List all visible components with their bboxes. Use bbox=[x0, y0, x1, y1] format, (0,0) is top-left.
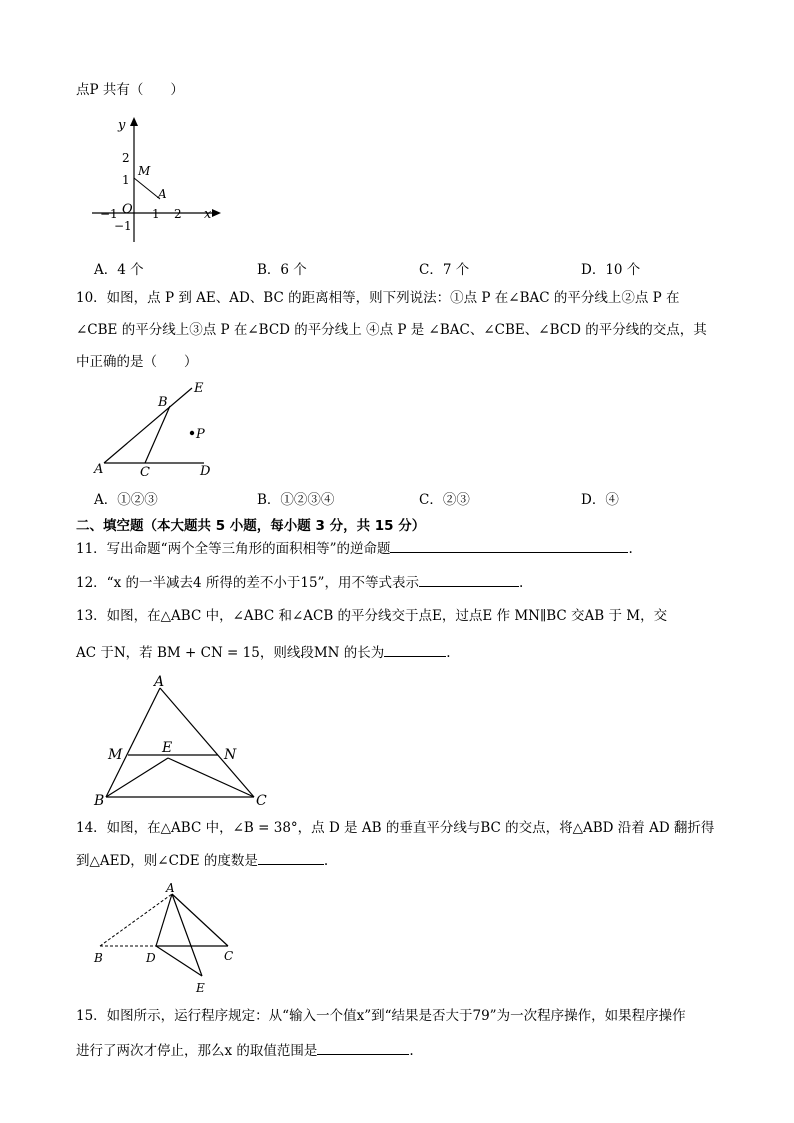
q13-end: . bbox=[446, 645, 451, 661]
q14-label-a: A bbox=[166, 881, 175, 895]
q15-line2-wrap bbox=[76, 1040, 414, 1061]
section-heading: 二、填空题（本大题共 5 小题，每小题 3 分，共 15 分） bbox=[76, 518, 426, 534]
q13-label-e: E bbox=[162, 740, 173, 756]
q10-option-c: C．②③ bbox=[419, 492, 470, 508]
q10-line1: 10．如图，点 P 到 AE、AD、BC 的距离相等，则下列说法：①点 P 在∠BAC 的平分线上②点 P 在 bbox=[76, 290, 680, 306]
q13-figure bbox=[88, 672, 278, 810]
q10-option-d: D．④ bbox=[581, 492, 619, 508]
q14-figure bbox=[88, 878, 248, 996]
q9-point-a: A bbox=[158, 187, 167, 201]
q13-line2: AC 于N，若 BM + CN = 15，则线段MN 的长为 bbox=[76, 645, 385, 661]
q13-line2-wrap bbox=[76, 642, 451, 663]
q10-line2: ∠CBE 的平分线上③点 P 在∠BCD 的平分线上 ④点 P 是 ∠BAC、∠CBE、∠BCD 的平分线的交点，其 bbox=[76, 322, 707, 338]
q14-label-d: D bbox=[146, 951, 156, 965]
q9-tail: 点P 共有（ ） bbox=[76, 82, 184, 98]
q15-line2: 进行了两次才停止，那么x 的取值范围是 bbox=[76, 1043, 318, 1059]
q10-option-b: B．①②③④ bbox=[257, 492, 335, 508]
q13-line1: 13．如图，在△ABC 中，∠ABC 和∠ACB 的平分线交于点E，过点E 作 MN∥BC 交AB 于 M，交 bbox=[76, 608, 668, 624]
q9-tick-x1: 1 bbox=[152, 207, 160, 221]
q9-coordinate-graph bbox=[88, 112, 228, 247]
q9-y-label: y bbox=[118, 118, 126, 133]
q12 bbox=[76, 572, 523, 593]
q15-line1: 15．如图所示，运行程序规定：从“输入一个值x”到“结果是否大于79”为一次程序操作，如果程序操作 bbox=[76, 1008, 686, 1024]
q10-label-c: C bbox=[140, 465, 150, 480]
q9-tick-y2: 2 bbox=[122, 151, 130, 165]
q10-option-a: A．①②③ bbox=[94, 492, 158, 508]
q12-answer-blank[interactable] bbox=[419, 572, 519, 587]
q15-end: . bbox=[409, 1043, 414, 1059]
q10-label-d: D bbox=[200, 464, 211, 479]
q10-line3: 中正确的是（ ） bbox=[76, 354, 198, 370]
q14-line1: 14．如图，在△ABC 中，∠B = 38°，点 D 是 AB 的垂直平分线与BC 的交点，将△ABD 沿着 AD 翻折得 bbox=[76, 820, 715, 836]
q10-label-b: B bbox=[158, 395, 168, 410]
q12-text: 12．“x 的一半减去4 所得的差不小于15”，用不等式表示 bbox=[76, 575, 419, 591]
q9-tick-xm1: −1 bbox=[100, 207, 118, 221]
q12-end: . bbox=[518, 575, 524, 591]
q11 bbox=[76, 538, 633, 559]
q11-text: 11．写出命题“两个全等三角形的面积相等”的逆命题 bbox=[76, 541, 391, 557]
q14-line2: 到△AED，则∠CDE 的度数是 bbox=[76, 853, 258, 869]
q9-option-b: B．6 个 bbox=[257, 262, 307, 278]
q10-label-e: E bbox=[194, 381, 204, 396]
q14-label-e: E bbox=[196, 981, 205, 995]
q10-label-p: P bbox=[196, 427, 205, 442]
q9-tick-ym1: −1 bbox=[114, 219, 132, 233]
q14-end: . bbox=[323, 853, 329, 869]
q10-label-a: A bbox=[94, 462, 104, 477]
q9-option-d: D．10 个 bbox=[581, 262, 641, 278]
q14-answer-blank[interactable] bbox=[258, 850, 324, 865]
q9-point-m: M bbox=[138, 164, 151, 178]
q15-answer-blank[interactable] bbox=[317, 1040, 409, 1055]
q9-origin-label: O bbox=[122, 202, 133, 217]
q11-answer-blank[interactable] bbox=[390, 538, 628, 553]
q13-label-m: M bbox=[108, 747, 123, 763]
q13-label-n: N bbox=[224, 747, 237, 763]
q9-option-a: A．4 个 bbox=[94, 262, 144, 278]
q9-tick-y1: 1 bbox=[122, 173, 130, 187]
q9-x-label: x bbox=[204, 207, 212, 222]
q9-tick-x2: 2 bbox=[174, 207, 182, 221]
q13-label-a: A bbox=[154, 674, 165, 690]
q14-label-b: B bbox=[94, 951, 103, 965]
q9-option-c: C．7 个 bbox=[419, 262, 470, 278]
q10-figure bbox=[90, 378, 230, 480]
q14-line2-wrap bbox=[76, 850, 328, 871]
q13-label-b: B bbox=[94, 793, 105, 809]
q13-label-c: C bbox=[256, 793, 267, 809]
q11-end: . bbox=[628, 541, 633, 557]
q13-answer-blank[interactable] bbox=[384, 642, 446, 657]
q14-label-c: C bbox=[224, 949, 234, 963]
